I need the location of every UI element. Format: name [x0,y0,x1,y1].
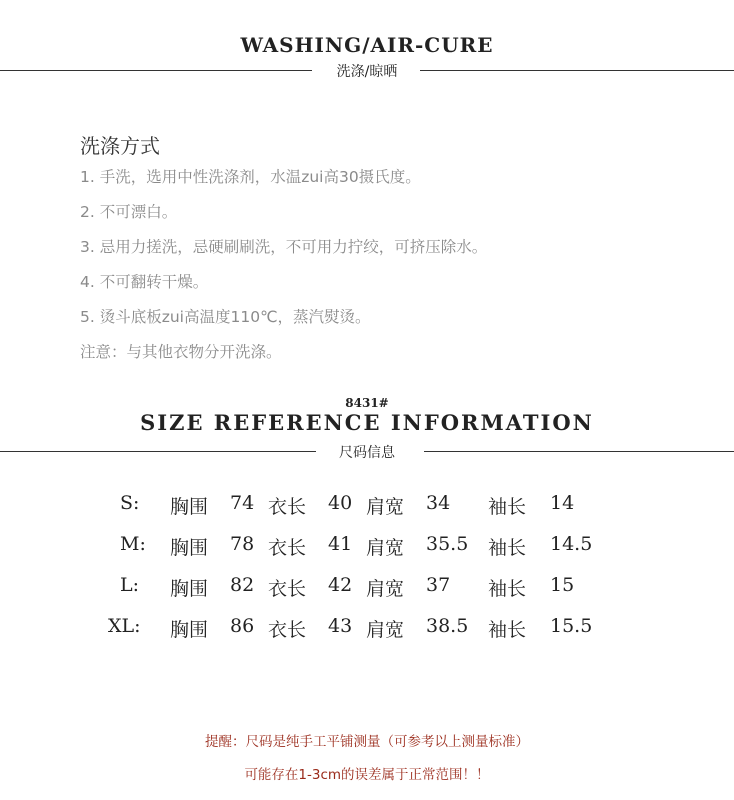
list-item: 4. 不可翻转干燥。 [80,273,209,291]
shoulder-value: 37 [426,574,451,596]
length-value: 42 [328,574,353,596]
shoulder-label: 肩宽 [366,496,405,518]
list-item: 5. 烫斗底板zui高温度110℃，蒸汽熨烫。 [80,308,371,326]
length-value: 43 [328,615,353,637]
chest-value: 74 [230,492,255,514]
chest-value: 82 [230,574,255,596]
sleeve-value: 14.5 [550,533,593,555]
product-code: 8431# [345,396,389,410]
length-label: 衣长 [268,537,307,559]
washing-title: WASHING/AIR-CURE [240,33,494,57]
washing-subtitle-text: 洗涤/晾晒 [327,64,408,80]
shoulder-label: 肩宽 [366,619,405,641]
length-label: 衣长 [268,578,307,600]
chest-value: 86 [230,615,255,637]
sleeve-label: 袖长 [488,496,527,518]
washing-method-heading: 洗涤方式 [80,134,160,158]
list-item: 注意：与其他衣物分开洗涤。 [80,343,282,361]
size-subtitle-text: 尺码信息 [329,445,405,461]
list-item: 3. 忌用力搓洗，忌硬刷刷洗，不可用力拧绞，可挤压除水。 [80,238,488,256]
shoulder-label: 肩宽 [366,578,405,600]
list-item: 2. 不可漂白。 [80,203,178,221]
shoulder-value: 35.5 [426,533,469,555]
chest-label: 胸围 [170,496,209,518]
shoulder-value: 38.5 [426,615,469,637]
shoulder-value: 34 [426,492,451,514]
sleeve-value: 14 [550,492,575,514]
chest-label: 胸围 [170,537,209,559]
length-value: 40 [328,492,353,514]
length-value: 41 [328,533,353,555]
sleeve-value: 15.5 [550,615,593,637]
chest-label: 胸围 [170,619,209,641]
sleeve-label: 袖长 [488,619,527,641]
chest-value: 78 [230,533,255,555]
size-label: XL: [108,615,141,637]
washing-instructions-list [80,164,487,374]
list-item: 1. 手洗，选用中性洗涤剂，水温zui高30摄氏度。 [80,168,421,186]
measurement-notice-line1: 提醒：尺码是纯手工平铺测量（可参考以上测量标准） [205,734,529,750]
measurement-notice-line2: 可能存在1-3cm的误差属于正常范围！！ [244,767,490,783]
sleeve-value: 15 [550,574,575,596]
size-label: S: [120,492,140,514]
size-subtitle [0,442,734,462]
size-title: SIZE REFERENCE INFORMATION [140,410,594,435]
chest-label: 胸围 [170,578,209,600]
sleeve-label: 袖长 [488,578,527,600]
sleeve-label: 袖长 [488,537,527,559]
size-label: L: [120,574,140,596]
length-label: 衣长 [268,496,307,518]
length-label: 衣长 [268,619,307,641]
washing-subtitle [0,61,734,81]
size-label: M: [120,533,146,555]
shoulder-label: 肩宽 [366,537,405,559]
